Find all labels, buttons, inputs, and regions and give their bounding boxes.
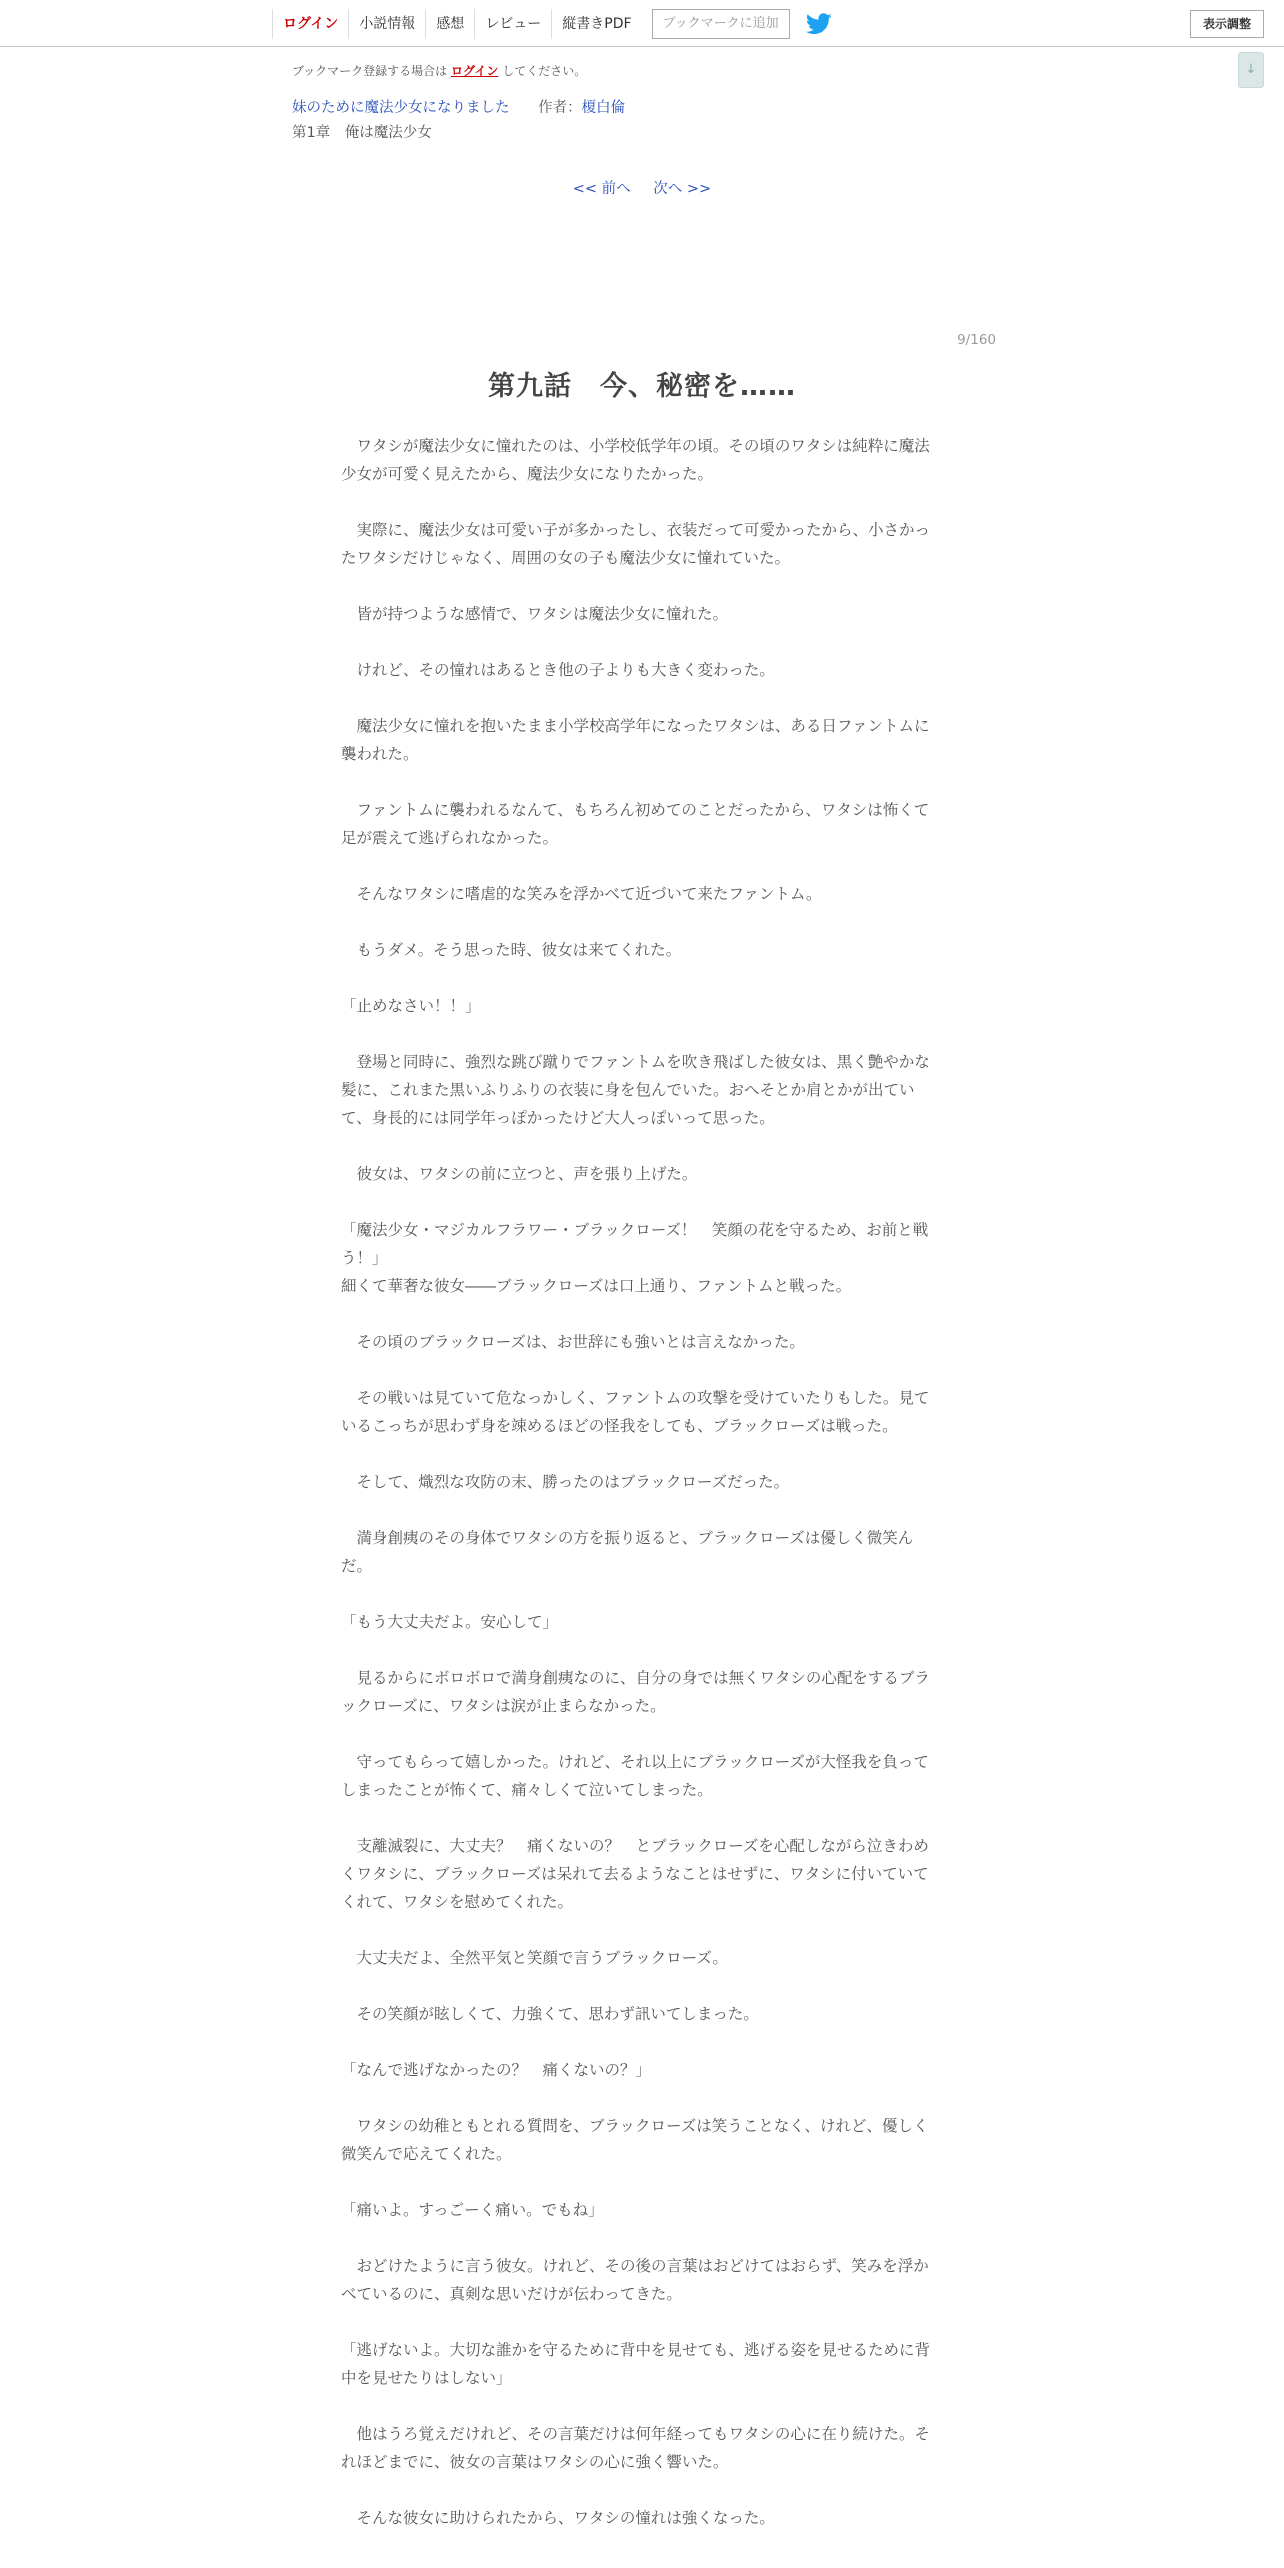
paragraph: 「逃げないよ。大切な誰かを守るために背中を見せても、逃げる姿を見せるために背中を見せたりはしない」 [341,2341,931,2387]
next-page-link[interactable]: 次へ >> [653,181,712,197]
paragraph: 魔法少女に憧れを抱いたまま小学校高学年になったワタシは、ある日ファントムに襲われた。 [341,717,930,763]
nav-menu [272,8,832,40]
novel-body [341,432,941,2560]
paragraph: 他はうろ覚えだけれど、その言葉だけは何年経ってもワタシの心に在り続けた。それほどまでに、彼女の言葉はワタシの心に強く響いた。 [341,2425,930,2471]
paragraph: 皆が持つような感情で、ワタシは魔法少女に憧れた。 [341,605,729,623]
novel-info-link[interactable]: 小説情報 [348,9,425,39]
login-link[interactable]: ログイン [272,9,348,39]
impressions-link[interactable]: 感想 [425,9,474,39]
author-link[interactable]: 榎白倫 [581,100,626,116]
paragraph: ワタシが魔法少女に憧れたのは、小学校低学年の頃。その頃のワタシは純粋に魔法少女が可愛く見えたから、魔法少女になりたかった。 [341,437,930,483]
paragraph: 登場と同時に、強烈な跳び蹴りでファントムを吹き飛ばした彼女は、黒く艶やかな髪に、これまた黒いふりふりの衣装に身を包んでいた。おへそとか肩とかが出ていて、身長的には同学年っぽかったけど大人っぽいって思った。 [341,1053,930,1127]
vertical-pdf-link[interactable]: 縦書きPDF [551,9,641,39]
paragraph: もうダメ。そう思った時、彼女は来てくれた。 [341,941,682,959]
top-navigation-bar [0,0,1284,47]
prev-page-link[interactable]: << 前へ [572,181,631,197]
paragraph: 支離滅裂に、大丈夫？ 痛くないの？ とブラックローズを心配しながら泣きわめくワタシに、ブラックローズは呆れて去るようなことはせずに、ワタシに付いていてくれて、ワタシを慰めてくれた。 [341,1837,929,1911]
bookmark-note-before: ブックマーク登録する場合は [292,64,448,78]
paragraph: 彼女は、ワタシの前に立つと、声を張り上げた。 [341,1165,698,1183]
paragraph: 「もう大丈夫だよ。安心して」 [341,1613,559,1631]
paragraph: そして、熾烈な攻防の末、勝ったのはブラックローズだった。 [341,1473,790,1491]
series-info [292,96,625,117]
paragraph: 「魔法少女・マジカルフラワー・ブラックローズ！ 笑顔の花を守るため、お前と戦う！」 [341,1221,929,1267]
paragraph: その頃のブラックローズは、お世辞にも強いとは言えなかった。 [341,1333,805,1351]
add-bookmark-button[interactable]: ブックマークに追加 [652,9,790,39]
paragraph: 「痛いよ。すっごーく痛い。でもね」 [341,2201,604,2219]
paragraph: ファントムに襲われるなんて、もちろん初めてのことだったから、ワタシは怖くて足が震えて逃げられなかった。 [341,801,930,847]
episode-title: 第九話 今、秘密を…… [488,371,796,402]
display-settings-button[interactable]: 表示調整 [1190,10,1264,38]
scroll-down-icon[interactable]: ↓ [1238,52,1264,88]
twitter-bird-icon[interactable] [806,13,832,35]
paragraph: ワタシの幼稚ともとれる質問を、ブラックローズは笑うことなく、けれど、優しく微笑んで応えてくれた。 [341,2117,929,2163]
pager-top [0,177,1284,198]
paragraph: 細くて華奢な彼女――ブラックローズは口上通り、ファントムと戦った。 [341,1277,852,1295]
bookmark-note-after: してください。 [502,64,587,78]
paragraph: 「なんで逃げなかったの？ 痛くないの？」 [341,2061,652,2079]
bookmark-note-login-link[interactable]: ログイン [451,64,499,78]
episode-counter: 9/160 [957,332,996,348]
chapter-title: 第1章 俺は魔法少女 [292,125,432,141]
paragraph: そんなワタシに嗜虐的な笑みを浮かべて近づいて来たファントム。 [341,885,822,903]
paragraph: 満身創痍のその身体でワタシの方を振り返ると、ブラックローズは優しく微笑んだ。 [341,1529,914,1575]
paragraph: そんな彼女に助けられたから、ワタシの憧れは強くなった。 [341,2509,775,2527]
paragraph: 見るからにボロボロで満身創痍なのに、自分の身では無くワタシの心配をするブラックローズに、ワタシは涙が止まらなかった。 [341,1669,930,1715]
series-title-link[interactable]: 妹のために魔法少女になりました [292,100,510,116]
paragraph: 実際に、魔法少女は可愛い子が多かったし、衣装だって可愛かったから、小さかったワタシだけじゃなく、周囲の女の子も魔法少女に憧れていた。 [341,521,931,567]
paragraph: その笑顔が眩しくて、力強くて、思わず訊いてしまった。 [341,2005,759,2023]
paragraph: けれど、その憧れはあるとき他の子よりも大きく変わった。 [341,661,775,679]
paragraph: その戦いは見ていて危なっかしく、ファントムの攻撃を受けていたりもした。見ているこっちが思わず身を竦めるほどの怪我をしても、ブラックローズは戦った。 [341,1389,930,1435]
review-link[interactable]: レビュー [474,9,551,39]
paragraph: 守ってもらって嬉しかった。けれど、それ以上にブラックローズが大怪我を負ってしまったことが怖くて、痛々しくて泣いてしまった。 [341,1753,929,1799]
paragraph: 「止めなさい！！」 [341,997,481,1015]
paragraph: おどけたように言う彼女。けれど、その後の言葉はおどけてはおらず、笑みを浮かべているのに、真剣な思いだけが伝わってきた。 [341,2257,929,2303]
paragraph: 大丈夫だよ、全然平気と笑顔で言うブラックローズ。 [341,1949,728,1967]
author-label: 作者： [538,100,582,116]
bookmark-login-note [292,62,586,79]
